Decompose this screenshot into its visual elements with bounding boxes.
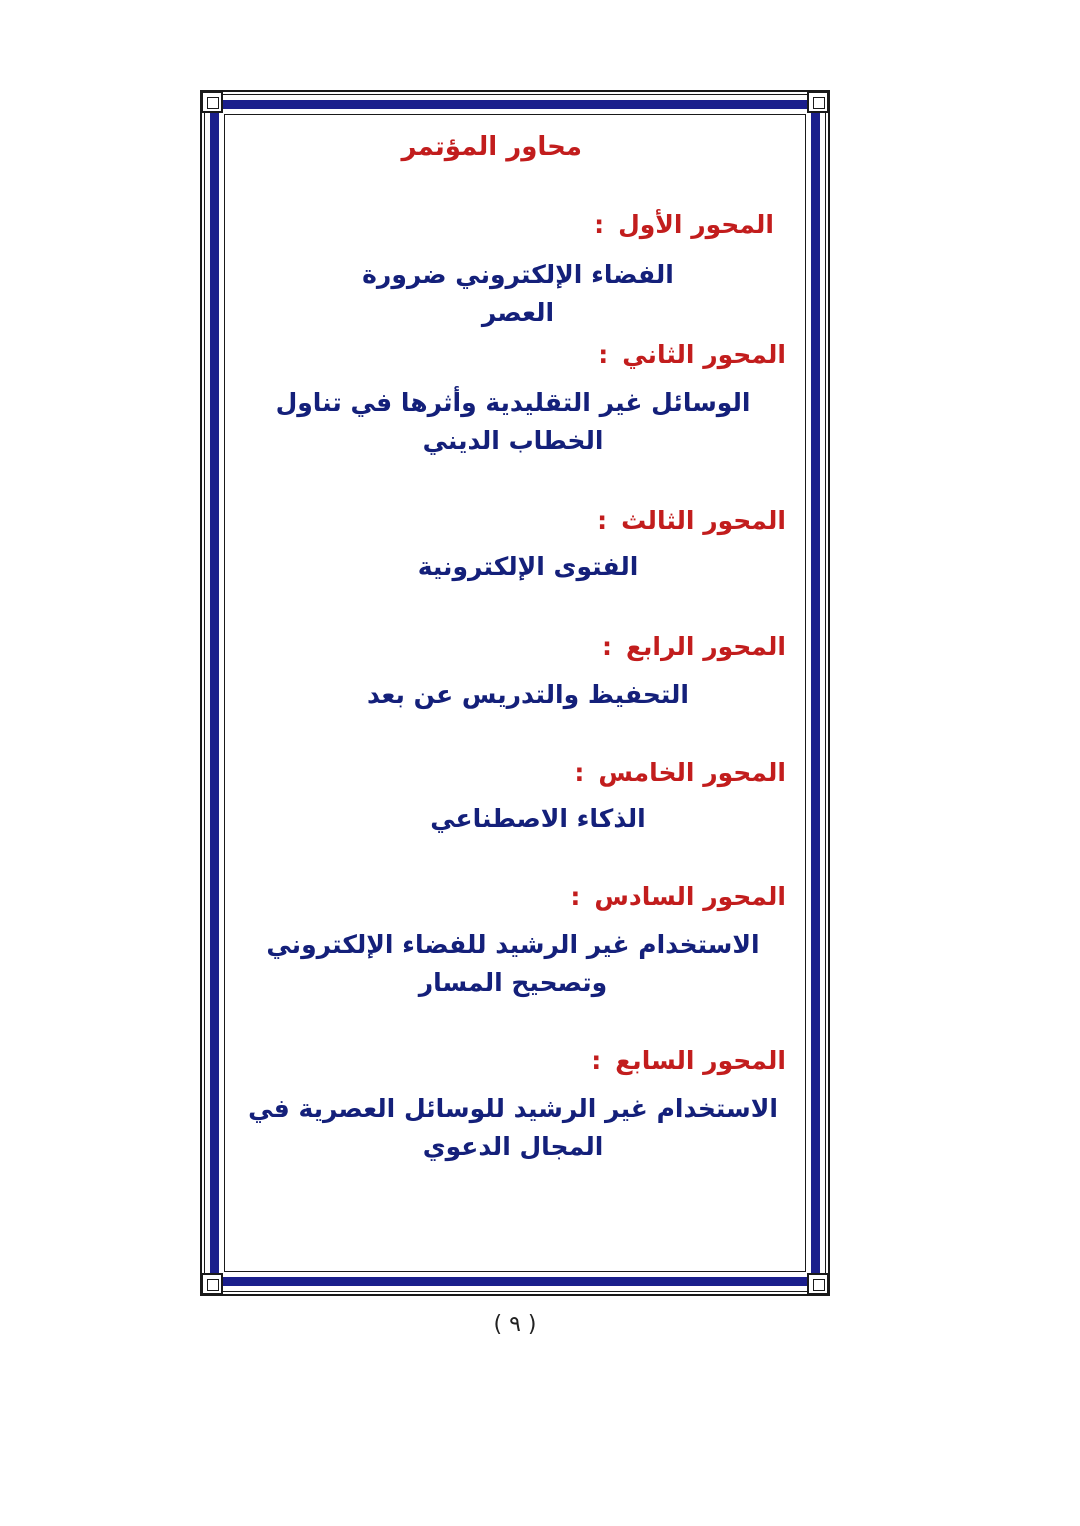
conference-axis-2 bbox=[232, 340, 798, 460]
page-content bbox=[232, 122, 798, 1262]
axis-label-colon: : bbox=[570, 882, 581, 911]
axis-label-text: المحور الثالث bbox=[621, 506, 786, 535]
axis-label bbox=[602, 632, 786, 661]
page-number: ( ٩ ) bbox=[493, 1312, 537, 1337]
axis-label-text: المحور الخامس bbox=[598, 758, 786, 787]
conference-axis-4 bbox=[232, 632, 798, 712]
frame-corner-ornament bbox=[807, 91, 829, 113]
frame-corner-ornament bbox=[201, 91, 223, 113]
axis-label-colon: : bbox=[597, 506, 608, 535]
axis-label-text: المحور الأول bbox=[618, 210, 774, 239]
axis-title: الوسائل غير التقليدية وأثرها في تناول الخطاب الديني bbox=[275, 388, 751, 455]
axis-label bbox=[598, 340, 786, 369]
page-title: محاور المؤتمر bbox=[401, 132, 582, 162]
conference-axis-3 bbox=[232, 506, 798, 586]
axis-title: الاستخدام غير الرشيد للفضاء الإلكتروني وتصحيح المسار bbox=[266, 930, 760, 997]
axis-title: الاستخدام غير الرشيد للوسائل العصرية في المجال الدعوي bbox=[248, 1094, 778, 1161]
frame-corner-ornament bbox=[201, 1273, 223, 1295]
axis-label bbox=[597, 506, 786, 535]
axis-title: الذكاء الاصطناعي bbox=[430, 804, 646, 833]
axis-label bbox=[574, 758, 786, 787]
axis-label-colon: : bbox=[594, 210, 605, 239]
frame-corner-ornament bbox=[807, 1273, 829, 1295]
axis-label-text: المحور الثاني bbox=[622, 340, 786, 369]
conference-axis-5 bbox=[232, 758, 798, 838]
conference-axis-1 bbox=[232, 210, 798, 327]
axis-label-text: المحور السادس bbox=[594, 882, 786, 911]
axis-label-colon: : bbox=[601, 632, 612, 661]
axis-label-colon: : bbox=[598, 340, 609, 369]
axis-title: الفضاء الإلكتروني ضرورة العصر bbox=[362, 260, 674, 327]
axis-title: الفتوى الإلكترونية bbox=[417, 552, 639, 581]
conference-axis-6 bbox=[232, 882, 798, 1002]
axis-label-text: المحور السابع bbox=[615, 1046, 786, 1075]
conference-axis-7 bbox=[232, 1046, 798, 1166]
axis-label bbox=[591, 1046, 786, 1075]
axis-title: التحفيظ والتدريس عن بعد bbox=[366, 680, 690, 709]
axis-label bbox=[594, 210, 774, 239]
axis-label-colon: : bbox=[591, 1046, 602, 1075]
axis-label-text: المحور الرابع bbox=[625, 632, 786, 661]
axis-label bbox=[570, 882, 786, 911]
axis-label-colon: : bbox=[574, 758, 585, 787]
